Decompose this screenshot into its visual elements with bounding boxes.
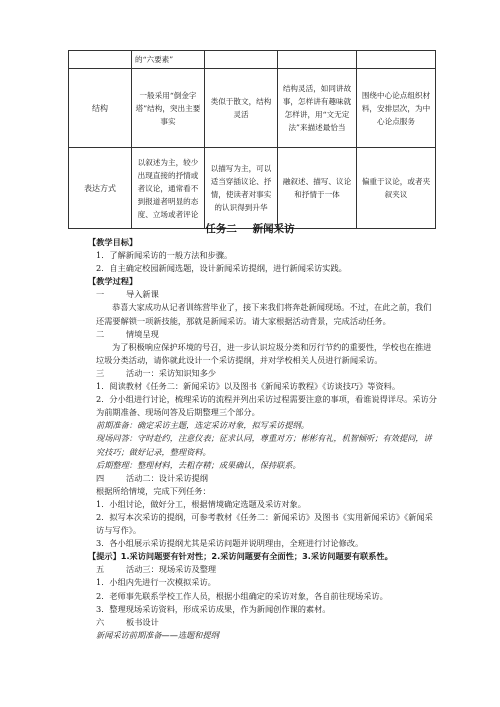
board-line: 新闻采访前期准备——选题和提纲 [96, 629, 219, 640]
paragraph: 为了积极响应保护环境的号召，进一步认识垃圾分类和厉行节约的重要性，学校也在推进垃圾分类活动，请你就此设计一个采访提纲，并对学校相关人员进行新闻采访。 [96, 341, 432, 365]
table-row-header: 结构 [69, 69, 132, 148]
list-item: 1．小组内先进行一次模拟采访。 [96, 577, 216, 588]
process-heading: 【教学过程】 [88, 276, 138, 287]
table-cell: 的“六要素” [132, 51, 205, 69]
list-item: 2．拟写本次采访的提纲，可参考教材《任务二：新闻采访》及图书《实用新闻采访》《新闻采访与写作》。 [96, 511, 433, 536]
table-cell [69, 51, 132, 69]
goal-item: 1．了解新闻采访的一般方法和步骤。 [96, 250, 233, 261]
section-number: 一 [96, 289, 105, 300]
section-heading [88, 563, 438, 576]
note-line: 前期准备：确定采访主题，选定采访对象，拟写采访提纲。 [96, 420, 309, 431]
table-cell: 一般采用“倒金字塔”结构，突出主要事实 [132, 69, 205, 148]
section-title [0, 221, 500, 236]
section-number: 三 [96, 367, 105, 378]
section-heading [88, 328, 438, 341]
section-label: 活动三：现场采访及整理 [126, 564, 217, 575]
list-item: 1．小组讨论，做好分工，根据情境确定选题及采访对象。 [96, 498, 306, 509]
section-number: 六 [96, 616, 105, 627]
table-cell: 融叙述、描写、议论和抒情于一体 [278, 148, 357, 229]
table-cell: 结构灵活，如同讲故事，怎样讲有趣味就怎样讲，用“文无定法”来描述最恰当 [278, 69, 357, 148]
list-item: 2．分小组进行讨论，梳理采访的流程并列出采访过程需要注意的事项，看谁说得详尽。采访分为前期准备、现场问答及后期整理三个部分。 [96, 394, 437, 418]
section-heading [88, 367, 438, 380]
goal-item: 2．自主确定校园新闻选题，设计新闻采访提纲，进行新闻采访实践。 [96, 263, 347, 274]
table-cell: 以叙述为主，较少出现直接的抒情或者议论，通常看不到报道者明显的态度、立场或者评论 [132, 148, 205, 229]
goals-heading: 【教学目标】 [88, 237, 138, 247]
document-body [88, 236, 438, 642]
table-row [69, 51, 436, 69]
table-cell [205, 51, 278, 69]
section-label: 板书设计 [126, 616, 159, 627]
list-item: 3．各小组展示采访提纲尤其是采访问题并说明理由，全班进行讨论修改。 [96, 538, 364, 549]
table-cell: 类似于散文，结构灵活 [205, 69, 278, 148]
table-cell: 偏重于议论，或者夹叙夹议 [357, 148, 436, 229]
paragraph: 根据所给情境，完成下列任务： [96, 485, 211, 496]
section-title-text: 新闻采访 [252, 223, 295, 235]
section-label: 导入新课 [126, 289, 159, 300]
section-heading [88, 288, 438, 301]
list-item: 2．老师事先联系学校工作人员，根据小组确定的采访对象，各自前往现场采访。 [96, 590, 388, 601]
tip-line: 【提示】1.采访问题要有针对性；2.采访问题要有全面性；3.采访问题要有联系性。 [88, 551, 393, 562]
section-heading [88, 616, 438, 629]
section-number: 二 [96, 328, 105, 339]
table-cell [278, 51, 357, 69]
note-line: 现场问答：守时赴约，注意仪表；征求认同，尊重对方；彬彬有礼，机智倾听；有效提问，讲究技巧；做好记录，整理资料。 [96, 433, 432, 457]
list-item: 1．阅读教材《任务二：新闻采访》以及图书《新闻采访教程》《访谈技巧》等资料。 [96, 381, 401, 392]
section-number: 四 [96, 472, 105, 483]
section-number: 五 [96, 564, 105, 575]
list-item: 3．整理现场采访资料，形成采访成果，作为新闻创作课的素材。 [96, 603, 331, 614]
table-row [69, 148, 436, 229]
table-row-header: 表达方式 [69, 148, 132, 229]
paragraph: 恭喜大家成功从记者训练营毕业了，接下来我们将奔赴新闻现场。不过，在此之前，我们还需要解锁一项新技能，那就是新闻采访。请大家根据活动背景，完成活动任务。 [96, 302, 432, 326]
table-cell: 围绕中心论点组织材料，安排层次，为中心论点服务 [357, 69, 436, 148]
section-label: 活动二：设计采访提纲 [126, 472, 208, 483]
table-cell: 以描写为主，可以适当穿插议论、抒情，使读者对事实的认识得到升华 [205, 148, 278, 229]
section-label: 活动一：采访知识知多少 [126, 367, 217, 378]
note-line: 后期整理：整理材料，去粗存精；成果确认，保持联系。 [96, 459, 301, 470]
table-cell [357, 51, 436, 69]
section-title-number: 任务二 [205, 223, 237, 235]
section-heading [88, 472, 438, 485]
section-label: 情境呈现 [126, 328, 159, 339]
comparison-table [68, 50, 436, 229]
table-row [69, 69, 436, 148]
